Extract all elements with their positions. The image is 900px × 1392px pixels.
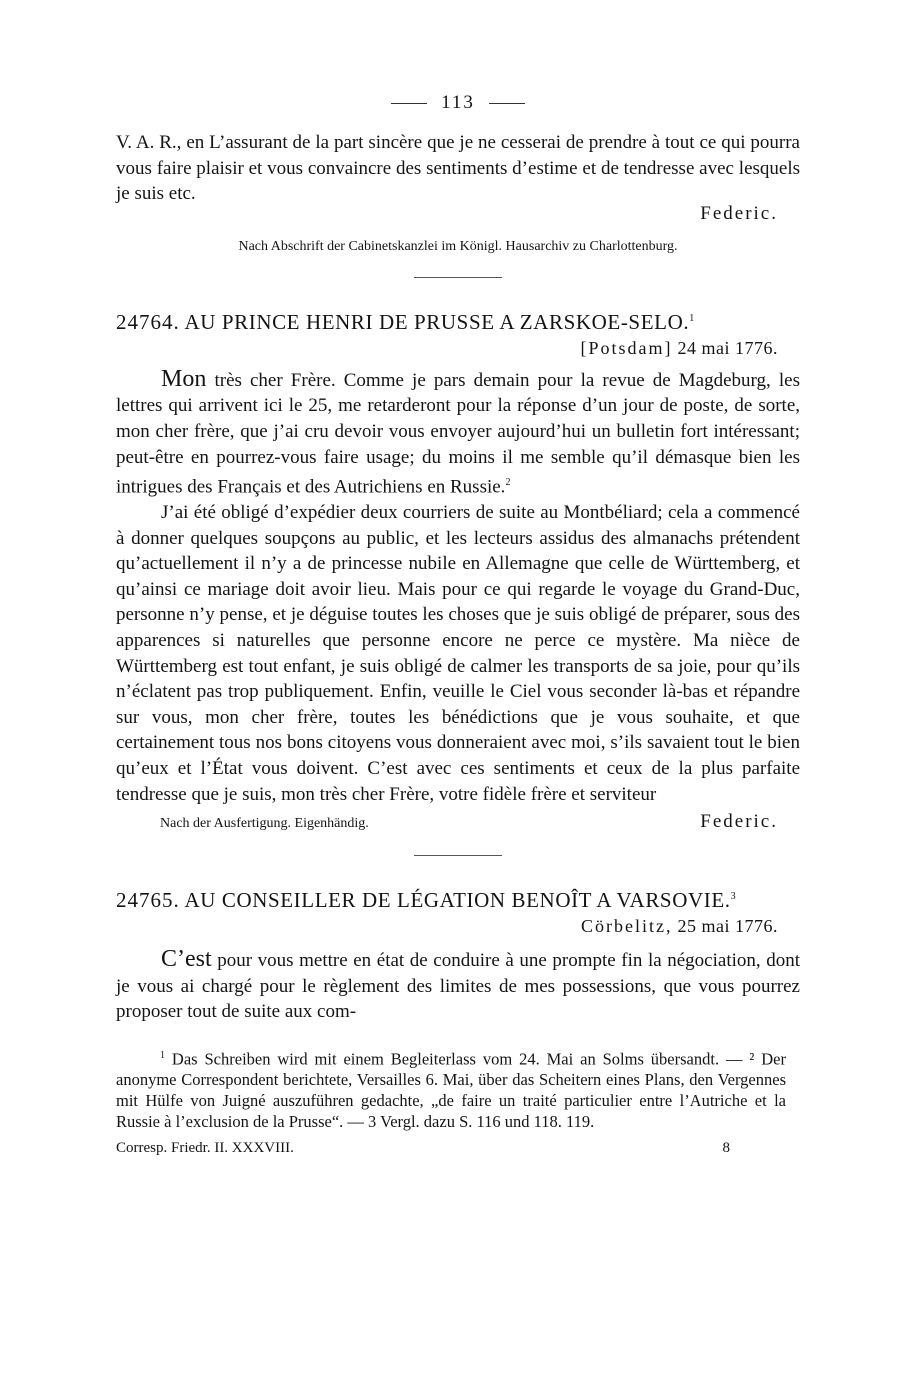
first-word: Mon: [161, 365, 207, 392]
letter-paragraph: [116, 947, 800, 1025]
header-dash-right: [489, 103, 525, 104]
section-divider: [414, 855, 502, 856]
footnote-mark: 1: [160, 1049, 165, 1061]
paragraph-text: pour vous mettre en état de conduire à une prompte fin la négociation, dont je vous ai chargé pour le règlement des limites de mes possessions, que vous pourrez proposer tout de suite aux com-: [116, 950, 800, 1023]
page-header: [116, 88, 800, 118]
footnote-mark: 2: [505, 477, 511, 489]
continued-paragraph: V. A. R., en L’assurant de la part sincère que je ne cesserai de prendre à tout ce qui pourra vous faire plaisir et vous convaincre des sentiments d’estime et de tendresse avec lesquels je suis etc.: [116, 132, 800, 205]
letter-title: AU CONSEILLER DE LÉGATION BENOÎT A VARSOVIE.: [184, 888, 731, 913]
source-note: Nach der Ausfertigung. Eigenhändig.: [160, 816, 369, 832]
dateline-place: Cörbelitz,: [581, 916, 673, 937]
volume-signature: Corresp. Friedr. II. XXXVIII.: [116, 1140, 294, 1157]
signature: Federic.: [700, 811, 778, 833]
dateline-date: 25 mai 1776.: [677, 916, 778, 937]
letter-number: 24764.: [116, 309, 180, 334]
footnote-mark: 3: [730, 891, 737, 903]
page-footer: [116, 1140, 800, 1157]
first-word: C’est: [161, 946, 212, 973]
letter-paragraph: [116, 367, 800, 500]
sheet-number: 8: [722, 1140, 730, 1157]
footnote-body: Das Schreiben wird mit einem Begleiterlass vom 24. Mai an Solms übersandt. — ² Der anonyme Correspondent berichtete, Versailles 6. Mai, über das Scheitern eines Plans, den Vergennes mit Hülfe von Juigné auszuführen gedachte, „de faire un traité particulier entre l’Autriche et la Russie à l’exclusion de la Prusse“. — 3 Vergl. dazu S. 116 und 118. 119.: [116, 1049, 786, 1132]
letter-heading-24765: [116, 884, 800, 913]
footnotes: [116, 1045, 800, 1133]
footnote-mark: 1: [689, 312, 695, 324]
page: [116, 88, 800, 1157]
signature: Federic.: [700, 202, 778, 224]
letter-paragraph: J’ai été obligé d’expédier deux courriers de suite au Montbéliard; cela a commencé à donner quelques soupçons au public, et les lecteurs assidus des almanachs prétendent qu’actuellement il n’y a de princesse nubile en Allemagne que celle de Württemberg, et qu’ainsi ce mariage doit avoir lieu. Mais pour ce qui regarde le voyage du Grand-Duc, personne n’y pense, et je déguise toutes les choses que je suis obligé de préparer, sous des apparences si naturelles que personne encore ne perce ce mystère. Ma nièce de Württemberg est tout enfant, je suis obligé de calmer les transports de sa joie, pour qu’ils n’éclatent pas trop publiquement. Enfin, veuille le Ciel vous seconder là-bas et répandre sur vous, mon cher frère, toutes les bénédictions que je vous souhaite, et que certainement tous nos bons citoyens vous donneraient avec moi, s’ils savaient tout le bien qu’eux et l’État vous doivent. C’est avec ces sentiments et ceux de la plus parfaite tendresse que je suis, mon très cher Frère, votre fidèle frère et serviteur: [116, 502, 800, 805]
dateline: [116, 913, 800, 939]
letter-heading-24764: [116, 306, 800, 335]
dateline-date: 24 mai 1776.: [677, 337, 778, 358]
paragraph-text: très cher Frère. Comme je pars demain pour la revue de Magdeburg, les lettres qui arrivent ici le 25, me retarderont pour la réponse d’un jour de poste, de sorte, mon cher frère, que j’ai cru devoir vous envoyer aujourd’hui un bulletin fort intéressant; peut-être en pourrez-vous faire usage; du moins il me semble qu’il démasque bien les intrigues des Français et des Autrichiens en Russie.: [116, 369, 800, 498]
source-note: Nach Abschrift der Cabinetskanzlei im Königl. Hausarchiv zu Charlottenburg.: [238, 238, 678, 254]
header-dash-left: [391, 103, 427, 104]
letter-number: 24765.: [116, 888, 180, 913]
letter-title: AU PRINCE HENRI DE PRUSSE A ZARSKOE-SELO.: [184, 309, 690, 334]
dateline-place: [Potsdam]: [580, 337, 673, 358]
signature-line-1: [116, 203, 800, 225]
page-number: 113: [441, 92, 475, 113]
footnote-text: [116, 1045, 786, 1133]
section-divider: [414, 277, 502, 278]
signature-line-2: [116, 811, 800, 833]
dateline: [116, 335, 800, 361]
